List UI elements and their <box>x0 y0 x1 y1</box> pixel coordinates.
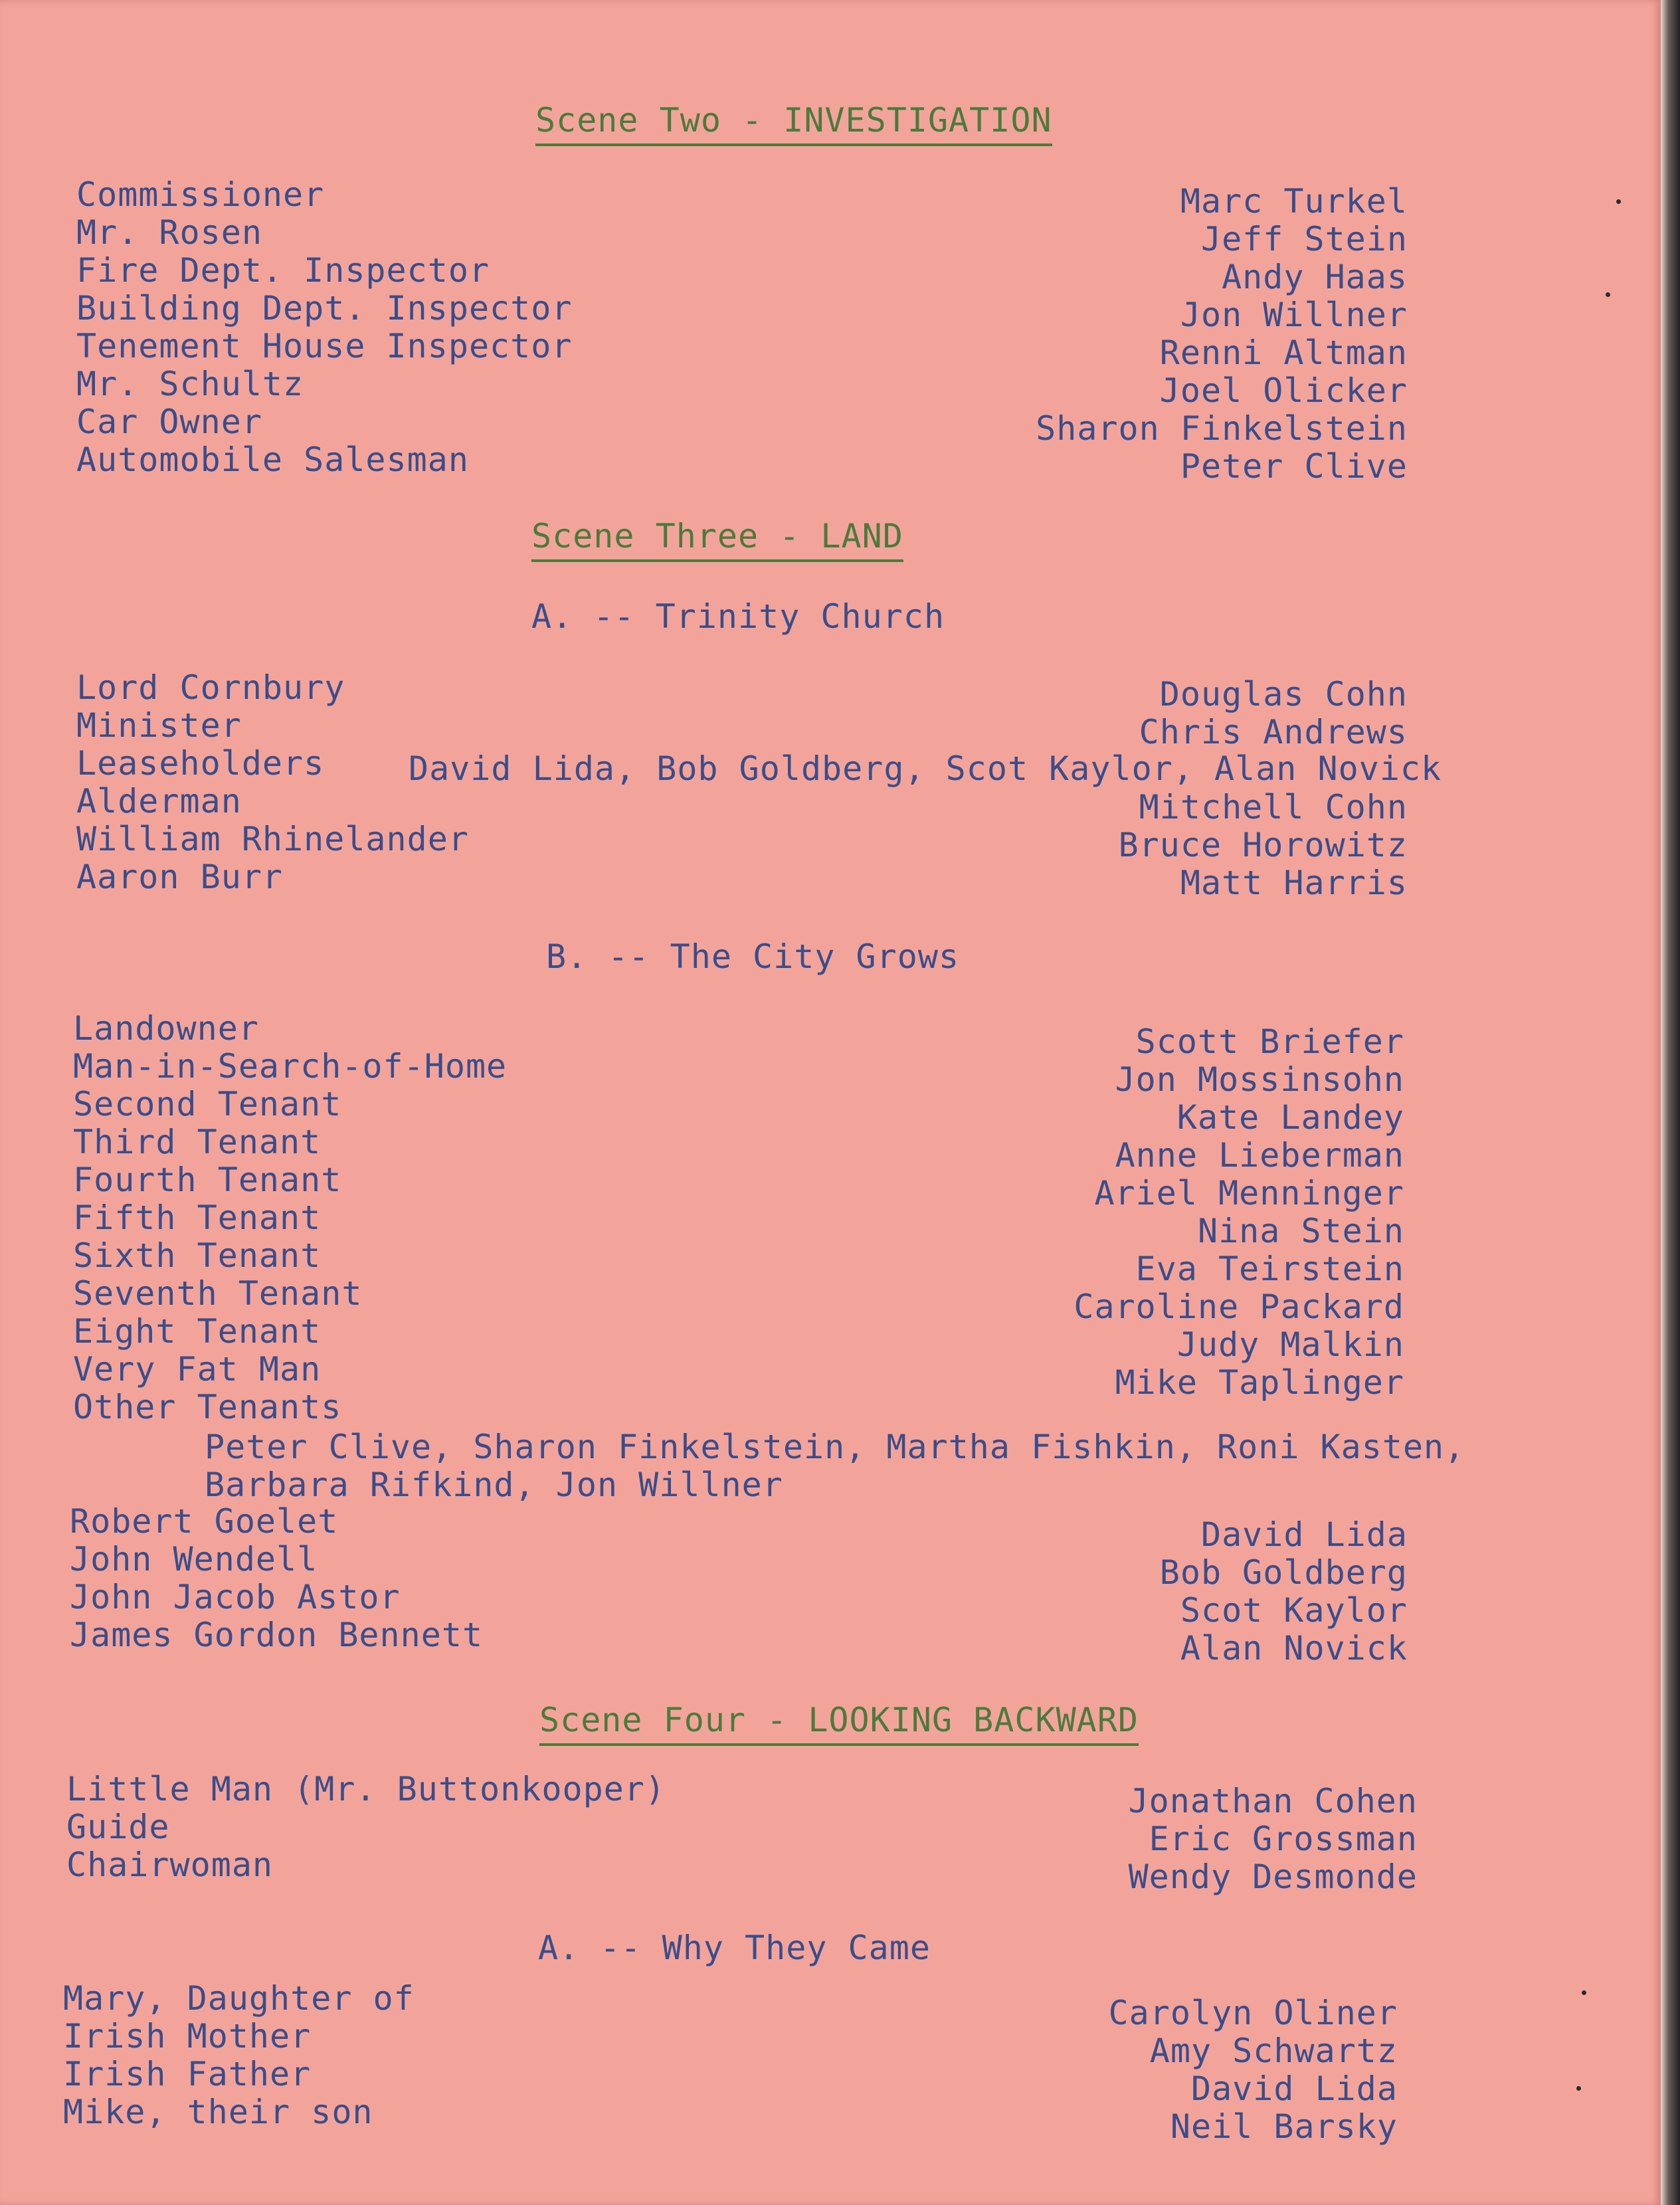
role: Mr. Schultz <box>76 365 304 403</box>
role: Car Owner <box>76 403 262 441</box>
paper-speck <box>1582 1990 1586 1995</box>
paper-speck <box>1616 199 1621 204</box>
actor: Jon Mossinsohn <box>1115 1060 1404 1099</box>
actor: Carolyn Oliner <box>1108 1994 1398 2032</box>
actor: Scot Kaylor <box>1180 1591 1408 1630</box>
role: Alderman <box>76 782 242 820</box>
why-they-came-roles <box>63 1980 415 2131</box>
leaseholders-actors: David Lida, Bob Goldberg, Scot Kaylor, Alan Novick <box>409 749 1442 788</box>
trinity-actors-bottom <box>1119 789 1408 902</box>
role: Mary, Daughter of <box>63 1979 415 2018</box>
city-grows-subheading: B. -- The City Grows <box>546 937 960 976</box>
actor: Matt Harris <box>1180 864 1408 902</box>
actor: Alan Novick <box>1180 1629 1408 1668</box>
why-they-came-subheading: A. -- Why They Came <box>538 1929 931 1967</box>
role: Robert Goelet <box>70 1502 339 1541</box>
role: Lord Cornbury <box>76 668 345 707</box>
scene-three-heading: Scene Three - LAND <box>531 517 903 562</box>
role: Commissioner <box>76 175 325 214</box>
role: Eight Tenant <box>73 1312 322 1351</box>
actor: Judy Malkin <box>1176 1325 1404 1364</box>
actor: Bob Goldberg <box>1159 1553 1408 1592</box>
role: Irish Mother <box>63 2017 312 2056</box>
actor: Ariel Menninger <box>1094 1174 1404 1212</box>
actor: Joel Olicker <box>1159 371 1408 410</box>
role: William Rhinelander <box>76 820 469 858</box>
role: Guide <box>66 1808 170 1846</box>
role: Landowner <box>73 1009 259 1048</box>
actor: Douglas Cohn <box>1159 675 1408 714</box>
trinity-actors-top <box>1139 676 1408 751</box>
role: Irish Father <box>63 2055 312 2093</box>
actor: Bruce Horowitz <box>1118 826 1408 864</box>
scene-two-heading: Scene Two - INVESTIGATION <box>535 101 1052 146</box>
actor: Marc Turkel <box>1180 182 1408 221</box>
role: Man-in-Search-of-Home <box>73 1047 508 1086</box>
actor: Jonathan Cohen <box>1128 1782 1418 1820</box>
role: Leaseholders <box>76 744 325 783</box>
role: Second Tenant <box>73 1085 342 1123</box>
why-they-came-actors <box>1109 1994 1398 2146</box>
actor: Wendy Desmonde <box>1128 1858 1418 1896</box>
role: Mr. Rosen <box>76 213 262 252</box>
paper-speck <box>1576 2086 1581 2091</box>
actor: Amy Schwartz <box>1149 2032 1398 2070</box>
paper-speck <box>1606 292 1610 297</box>
role: Aaron Burr <box>76 858 284 896</box>
role: Other Tenants <box>73 1388 342 1426</box>
role: John Wendell <box>70 1540 318 1579</box>
actor: Peter Clive <box>1180 447 1408 486</box>
actor: Mitchell Cohn <box>1139 788 1408 826</box>
role: Seventh Tenant <box>73 1274 363 1313</box>
actor: Sharon Finkelstein <box>1036 409 1408 448</box>
city-grows-roles <box>73 1010 507 1426</box>
actor: Scott Briefer <box>1135 1022 1404 1061</box>
role: Fire Dept. Inspector <box>76 251 490 290</box>
actor: Renni Altman <box>1159 334 1408 372</box>
role: Building Dept. Inspector <box>76 289 573 328</box>
scene-two-actors <box>1036 183 1408 486</box>
city-grows-actors-2 <box>1160 1516 1408 1668</box>
actor: David Lida <box>1200 1515 1408 1554</box>
role: Fifth Tenant <box>73 1198 322 1237</box>
actor: Nina Stein <box>1197 1212 1404 1250</box>
role: John Jacob Astor <box>70 1578 401 1616</box>
role: Very Fat Man <box>73 1350 322 1389</box>
role: Chairwoman <box>66 1846 274 1884</box>
trinity-church-subheading: A. -- Trinity Church <box>531 597 945 636</box>
role: Mike, their son <box>63 2093 373 2131</box>
scene-two-roles <box>76 176 572 479</box>
scene-four-actors <box>1129 1782 1418 1896</box>
city-grows-actors <box>1073 1023 1404 1402</box>
actor: Kate Landey <box>1176 1098 1404 1137</box>
city-grows-roles-2 <box>70 1503 483 1654</box>
actor: Caroline Packard <box>1073 1288 1404 1326</box>
other-tenants-actors <box>205 1428 1465 1504</box>
actor-line: Peter Clive, Sharon Finkelstein, Martha Fishkin, Roni Kasten, <box>205 1428 1465 1466</box>
actor: Jeff Stein <box>1200 220 1408 258</box>
actor: Jon Willner <box>1180 296 1408 334</box>
actor: Mike Taplinger <box>1115 1363 1404 1402</box>
actor-line: Barbara Rifkind, Jon Willner <box>205 1466 783 1504</box>
scene-four-roles <box>66 1771 666 1884</box>
scene-four-heading: Scene Four - LOOKING BACKWARD <box>539 1701 1139 1746</box>
actor: Anne Lieberman <box>1115 1136 1404 1175</box>
role: James Gordon Bennett <box>70 1616 484 1654</box>
role: Sixth Tenant <box>73 1236 322 1275</box>
role: Third Tenant <box>73 1123 322 1161</box>
role: Tenement House Inspector <box>76 327 573 365</box>
actor: Eric Grossman <box>1149 1820 1418 1858</box>
page-edge <box>1661 0 1680 2205</box>
role: Minister <box>76 706 242 745</box>
role: Little Man (Mr. Buttonkooper) <box>66 1770 666 1808</box>
role: Automobile Salesman <box>76 440 469 479</box>
role: Fourth Tenant <box>73 1161 342 1199</box>
actor: David Lida <box>1190 2069 1398 2108</box>
actor: Chris Andrews <box>1139 713 1408 751</box>
actor: Andy Haas <box>1222 258 1408 296</box>
actor: Eva Teirstein <box>1135 1250 1404 1288</box>
actor: Neil Barsky <box>1170 2107 1398 2146</box>
